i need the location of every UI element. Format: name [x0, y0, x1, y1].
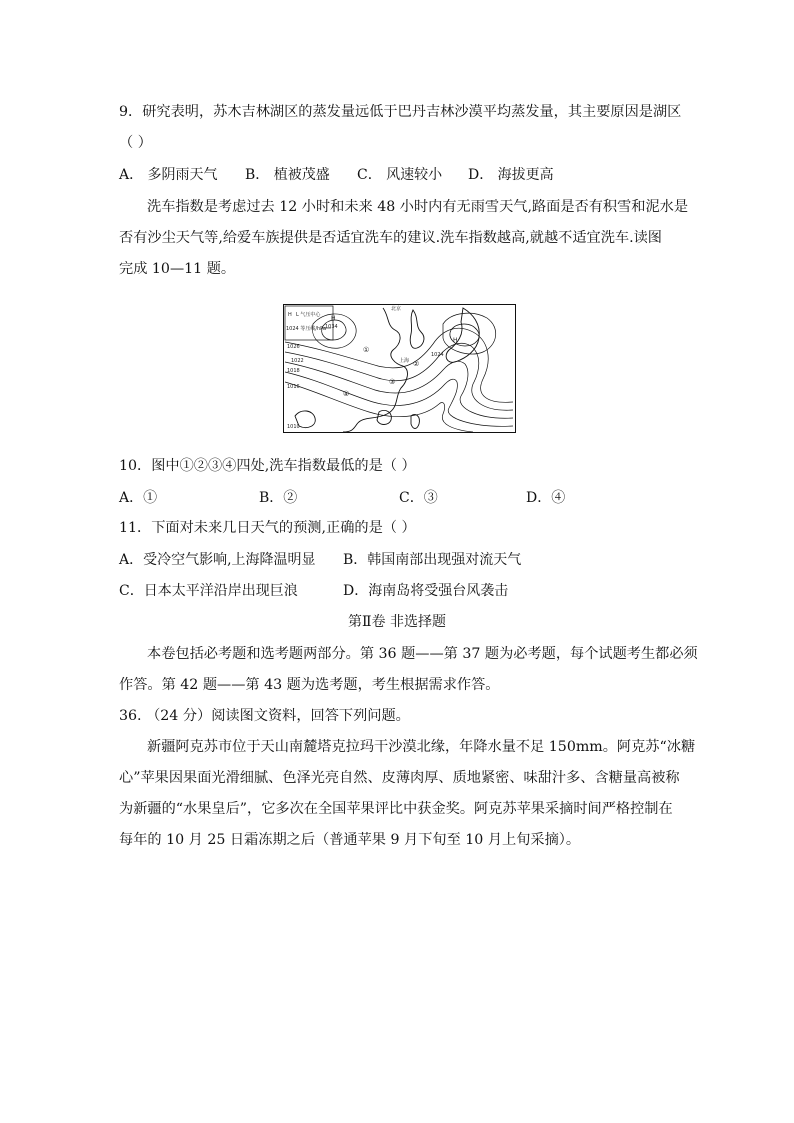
q10-option-d: D．④: [526, 490, 566, 506]
isobar-label-1016: 1016: [287, 384, 300, 390]
q11-option-d: D．海南岛将受强台风袭击: [343, 583, 509, 599]
q36-para-line1: 新疆阿克苏市位于天山南麓塔克拉玛干沙漠北缘，年降水量不足 150mm。阿克苏“冰糖: [147, 739, 696, 755]
q10-option-c: C．③: [399, 490, 438, 506]
q11-option-a: A．受冷空气影响,上海降温明显: [119, 552, 316, 568]
legend-center-label: L 气压中心: [296, 312, 321, 318]
q9-option-b: B． 植被茂盛: [245, 167, 330, 183]
q9-option-c: C． 风速较小: [357, 167, 443, 183]
q36-para-line4: 每年的 10 月 25 日霜冻期之后（普通苹果 9 月下旬至 10 月上旬采摘）。: [119, 832, 581, 848]
q11-option-b: B．韩国南部出现强对流天气: [343, 552, 522, 568]
q9-option-d: D． 海拔更高: [468, 167, 554, 183]
isobar-label-1026: 1026: [287, 344, 300, 350]
isobar-label-1010: 1010: [287, 424, 300, 430]
isobar-map-svg: [283, 304, 516, 433]
q11-option-c: C．日本太平洋沿岸出现巨浪: [119, 583, 298, 599]
isobar-label-1022: 1022: [291, 358, 304, 364]
q11-stem: 11．下面对未来几日天气的预测,正确的是（ ）: [119, 520, 416, 536]
q9-option-a: A． 多阴雨天气: [119, 167, 218, 183]
q10-option-a: A．①: [119, 490, 158, 506]
part2-line1: 本卷包括必考题和选考题两部分。第 36 题——第 37 题为必考题，每个试题考生都必须: [147, 646, 698, 662]
q9-stem-line1: 9．研究表明，苏木吉林湖区的蒸发量远低于巴丹吉林沙漠平均蒸发量，其主要原因是湖区: [119, 104, 682, 120]
map-label-shanghai: 上海: [399, 358, 410, 364]
weather-map: [283, 304, 516, 433]
map-label-beijing: 北京: [391, 306, 402, 312]
isobar-label-1018: 1018: [287, 368, 300, 374]
q10-stem: 10．图中①②③④四处,洗车指数最低的是（ ）: [119, 458, 416, 474]
legend-h-symbol: H: [288, 312, 292, 318]
intro-line1: 洗车指数是考虑过去 12 小时和未来 48 小时内有无雨雪天气,路面是否有积雪和泥水是: [147, 199, 689, 215]
part2-title: 第Ⅱ卷 非选择题: [348, 614, 446, 630]
map-h-value-east: 1024: [431, 352, 444, 358]
q10-option-b: B．②: [259, 490, 298, 506]
map-marker-3: ③: [389, 378, 396, 386]
map-h-label: H: [331, 315, 336, 322]
intro-line3: 完成 10—11 题。: [119, 261, 236, 277]
map-marker-4: ④: [343, 390, 350, 398]
q9-stem-line2: （ ）: [119, 135, 152, 151]
map-h-value: 1034: [325, 324, 338, 330]
legend-isobar-label: 1024 等压线/hPa: [286, 326, 327, 332]
map-h-label-east: H: [453, 337, 458, 344]
map-marker-1: ①: [363, 346, 370, 354]
intro-line2: 否有沙尘天气等,给爱车族提供是否适宜洗车的建议.洗车指数越高,就越不适宜洗车.读图: [119, 230, 662, 246]
part2-line2: 作答。第 42 题——第 43 题为选考题，考生根据需求作答。: [119, 677, 500, 693]
q36-para-line2: 心”苹果因果面光滑细腻、色泽光亮自然、皮薄肉厚、质地紧密、味甜汁多、含糖量高被称: [119, 770, 680, 786]
q36-stem: 36. （24 分）阅读图文资料，回答下列问题。: [119, 708, 410, 724]
q36-para-line3: 为新疆的“水果皇后”，它多次在全国苹果评比中获金奖。阿克苏苹果采摘时间严格控制在: [119, 801, 673, 817]
map-marker-2: ②: [413, 360, 420, 368]
